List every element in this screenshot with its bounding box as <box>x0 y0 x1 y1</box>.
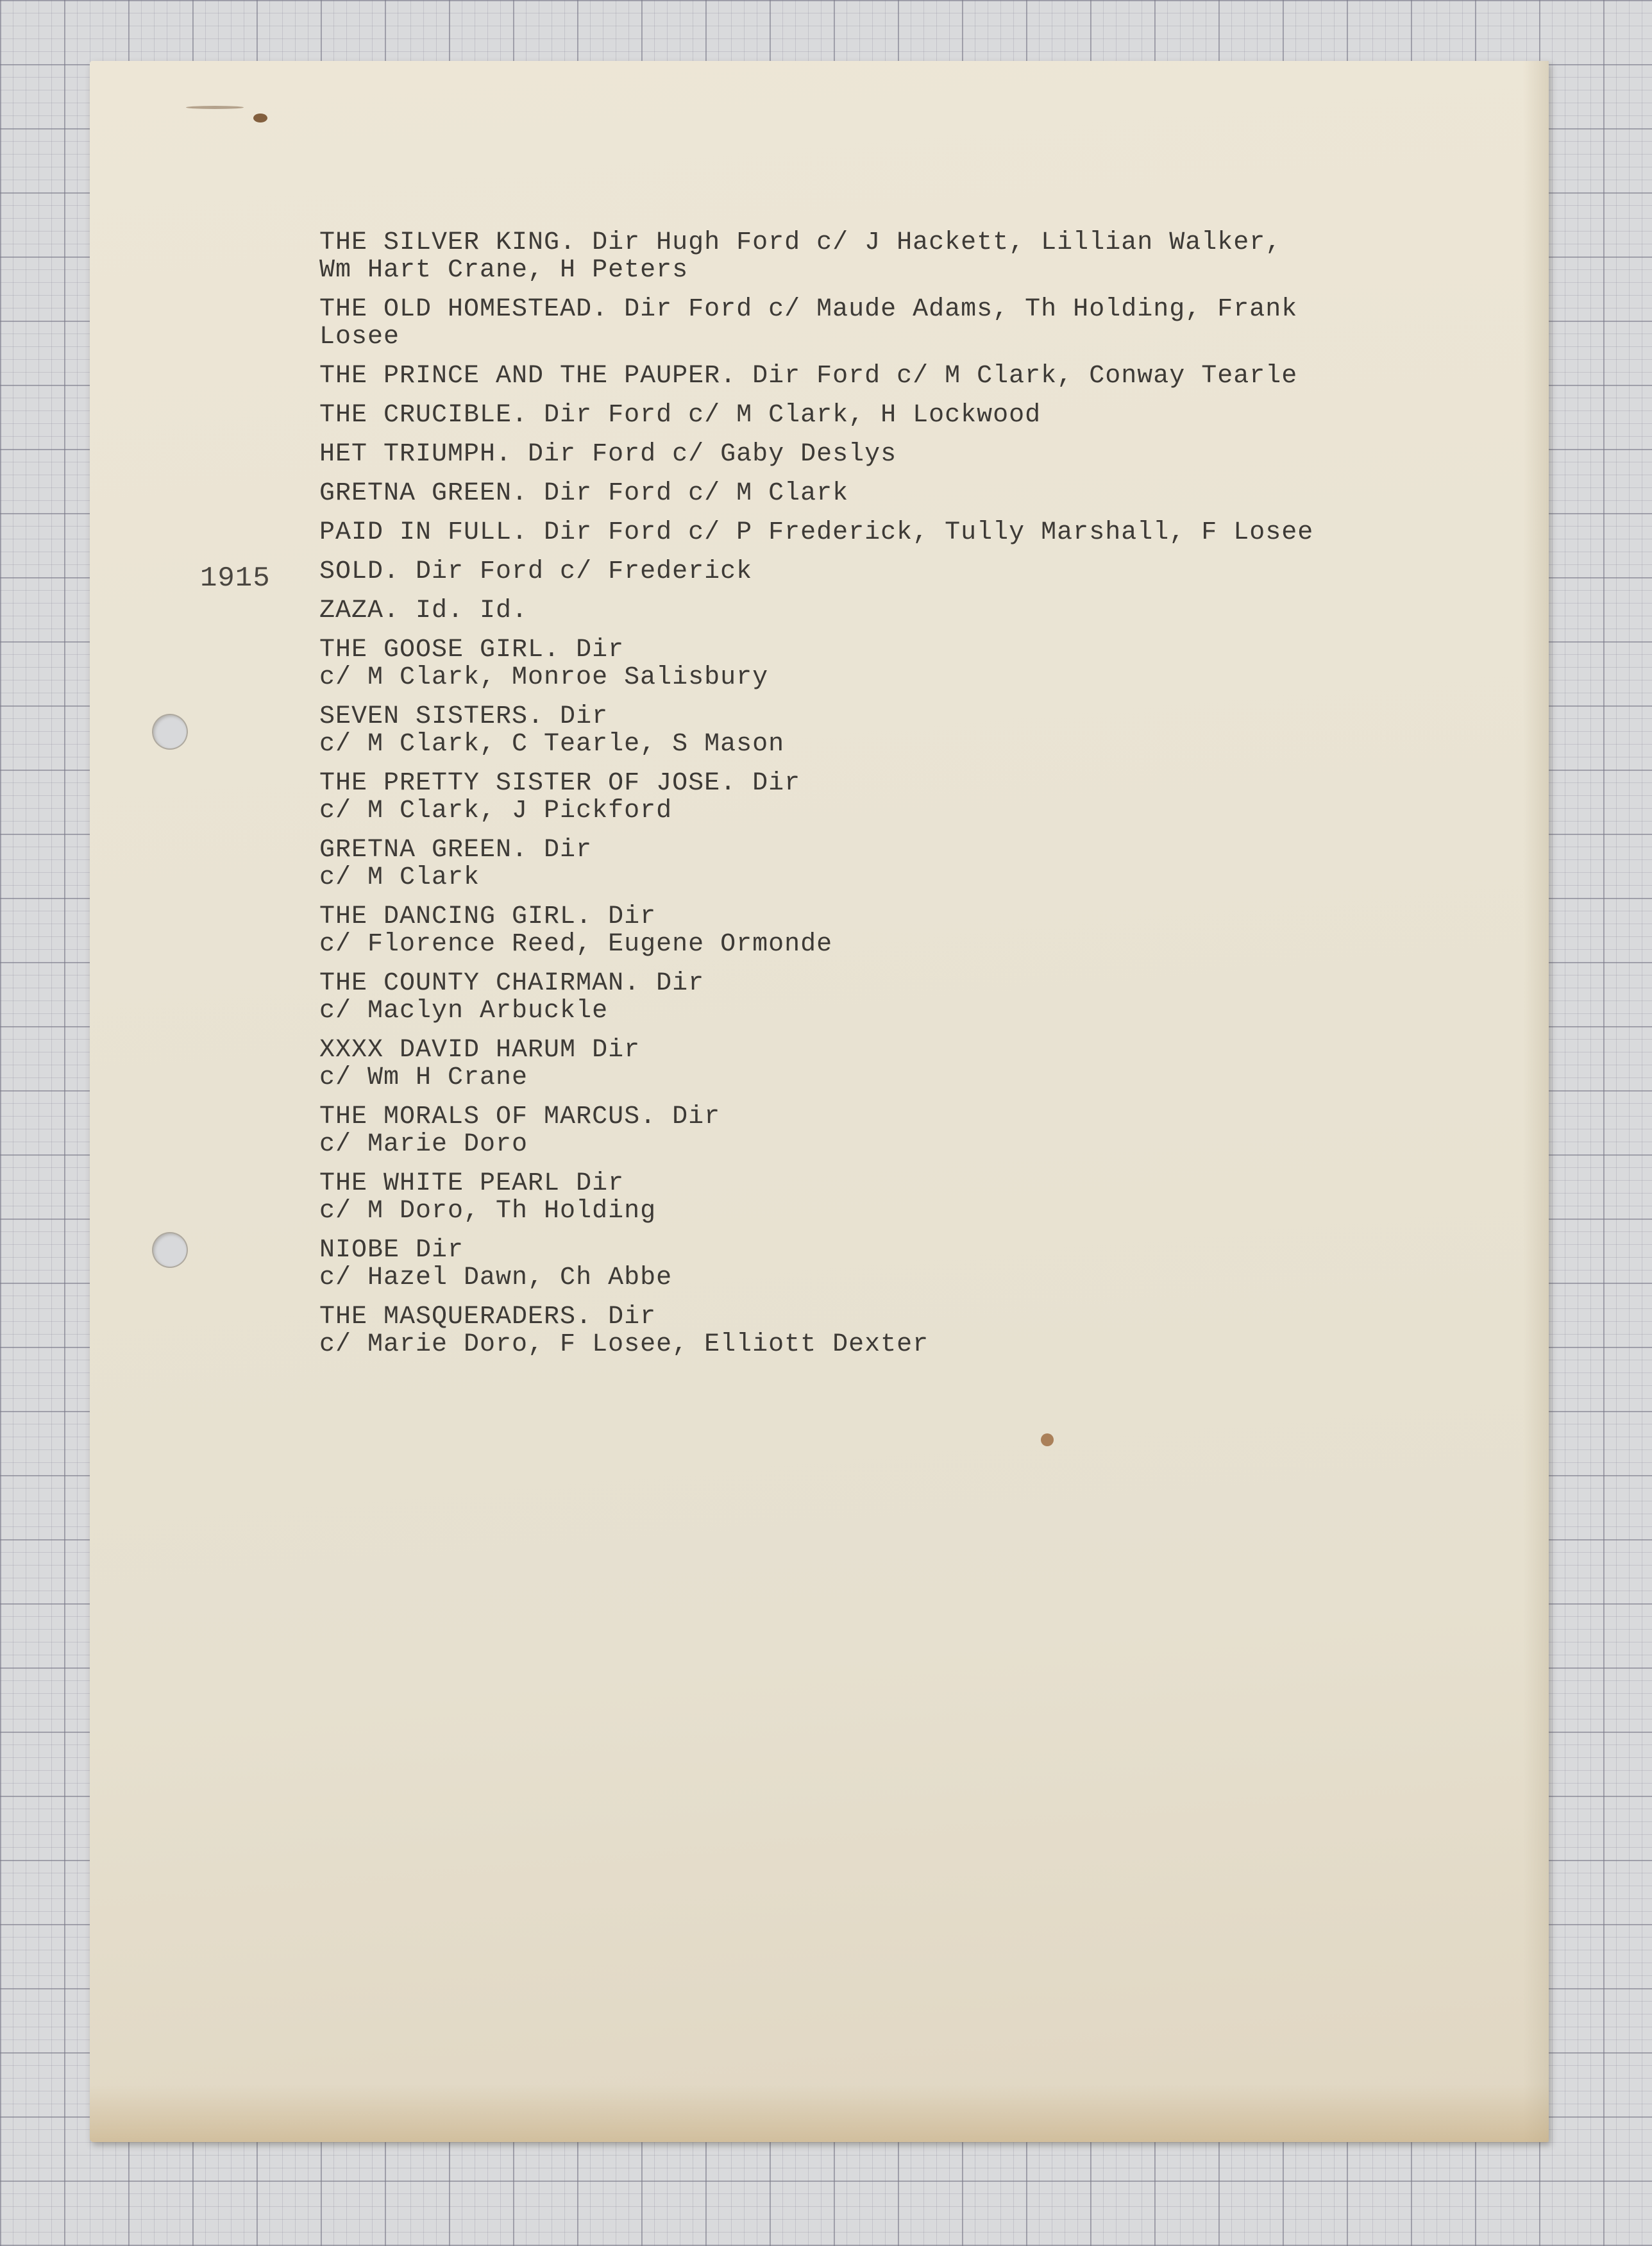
entry-title-line: THE CRUCIBLE. Dir Ford c/ M Clark, H Lockwood <box>319 401 1041 430</box>
film-entry <box>319 1036 1474 1092</box>
film-entry <box>319 597 1474 625</box>
entry-title-line: GRETNA GREEN. Dir <box>319 836 593 865</box>
entry-cast-line: c/ Hazel Dawn, Ch Abbe <box>319 1263 673 1292</box>
film-entry <box>319 441 1474 468</box>
film-entry <box>319 519 1474 546</box>
entry-title-line: THE WHITE PEARL Dir <box>319 1169 625 1198</box>
punch-hole-top <box>152 714 188 750</box>
entry-cast-line: c/ M Clark, C Tearle, S Mason <box>319 730 785 759</box>
entry-cast-line: c/ M Doro, Th Holding <box>319 1197 657 1226</box>
entry-cast-line: c/ M Clark <box>319 863 480 892</box>
sheet-bottom-discoloration <box>90 2084 1549 2142</box>
entry-cast-line: c/ Wm H Crane <box>319 1063 528 1092</box>
film-entry <box>319 703 1474 758</box>
entry-title-line: THE DANCING GIRL. Dir <box>319 902 657 931</box>
entry-title-line: THE PRINCE AND THE PAUPER. Dir Ford c/ M Clark, Conway Tearle <box>319 362 1298 391</box>
film-entry <box>319 836 1474 891</box>
entry-cast-line: c/ M Clark, J Pickford <box>319 797 673 825</box>
entry-title-line: HET TRIUMPH. Dir Ford c/ Gaby Deslys <box>319 440 897 469</box>
film-entry <box>319 480 1474 507</box>
entry-title-line: THE MORALS OF MARCUS. Dir <box>319 1102 721 1131</box>
entry-cast-line: Wm Hart Crane, H Peters <box>319 256 689 285</box>
entry-cast-line: c/ M Clark, Monroe Salisbury <box>319 663 769 692</box>
film-entry <box>319 296 1474 351</box>
entry-title-line: PAID IN FULL. Dir Ford c/ P Frederick, Tully Marshall, F Losee <box>319 518 1314 547</box>
entry-cast-line: c/ Marie Doro, F Losee, Elliott Dexter <box>319 1330 929 1359</box>
film-entry <box>319 903 1474 958</box>
film-entry <box>319 636 1474 691</box>
ink-stain-top <box>253 114 267 122</box>
entry-title-line: THE SILVER KING. Dir Hugh Ford c/ J Hackett, Lillian Walker, <box>319 228 1282 257</box>
year-label: 1915 <box>200 562 271 595</box>
film-entry <box>319 1237 1474 1292</box>
film-list <box>319 229 1474 1370</box>
film-entry <box>319 362 1474 390</box>
entry-cast-line: c/ Maclyn Arbuckle <box>319 997 609 1026</box>
punch-hole-bottom <box>152 1232 188 1268</box>
entry-cast-line: Losee <box>319 323 400 351</box>
typed-sheet <box>90 61 1549 2142</box>
entry-title-line: THE OLD HOMESTEAD. Dir Ford c/ Maude Adams, Th Holding, Frank <box>319 295 1298 324</box>
entry-title-line: THE GOOSE GIRL. Dir <box>319 636 625 664</box>
rust-spot <box>1041 1433 1054 1446</box>
film-entry <box>319 558 1474 586</box>
entry-title-line: THE PRETTY SISTER OF JOSE. Dir <box>319 769 801 798</box>
entry-title-line: SOLD. Dir Ford c/ Frederick <box>319 557 753 586</box>
entry-title-line: SEVEN SISTERS. Dir <box>319 702 609 731</box>
film-entry <box>319 1103 1474 1158</box>
film-entry <box>319 1170 1474 1225</box>
film-entry <box>319 229 1474 284</box>
entry-title-line: THE MASQUERADERS. Dir <box>319 1303 657 1331</box>
film-entry <box>319 770 1474 825</box>
entry-title-line: THE COUNTY CHAIRMAN. Dir <box>319 969 705 998</box>
sheet-edge-shading <box>1523 61 1549 2142</box>
ink-smudge <box>186 106 244 109</box>
entry-title-line: XXXX DAVID HARUM Dir <box>319 1036 641 1065</box>
entry-title-line: NIOBE Dir <box>319 1236 464 1265</box>
film-entry <box>319 970 1474 1025</box>
entry-title-line: ZAZA. Id. Id. <box>319 596 528 625</box>
entry-title-line: GRETNA GREEN. Dir Ford c/ M Clark <box>319 479 849 508</box>
film-entry <box>319 401 1474 429</box>
film-entry <box>319 1303 1474 1358</box>
entry-cast-line: c/ Florence Reed, Eugene Ormonde <box>319 930 833 959</box>
entry-cast-line: c/ Marie Doro <box>319 1130 528 1159</box>
